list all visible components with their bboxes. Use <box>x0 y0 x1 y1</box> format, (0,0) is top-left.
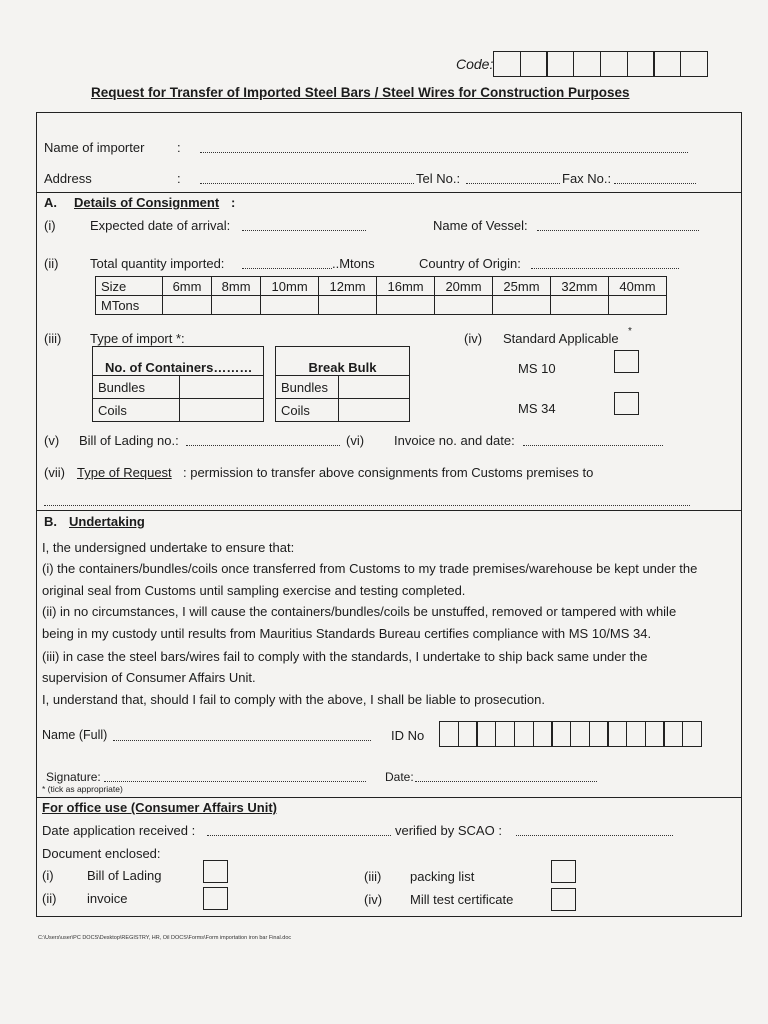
quantity-label: Total quantity imported: <box>90 256 225 271</box>
invoice-label: Invoice no. and date: <box>394 433 515 448</box>
mtons-value-6mm[interactable] <box>163 296 212 315</box>
undertaking-p3b: supervision of Consumer Affairs Unit. <box>42 670 256 685</box>
size-col-20mm: 20mm <box>435 277 493 296</box>
ms10-label: MS 10 <box>518 361 556 376</box>
size-col-32mm: 32mm <box>550 277 608 296</box>
undertaking-p1a: (i) the containers/bundles/coils once transferred from Customs to my trade premises/warehouse be kept under the <box>42 561 698 576</box>
size-col-10mm: 10mm <box>261 277 319 296</box>
fax-field[interactable] <box>614 183 696 184</box>
standard-label: Standard Applicable <box>503 331 619 346</box>
address-label: Address <box>44 171 92 186</box>
doc-packing-list-checkbox[interactable] <box>551 860 576 883</box>
ms10-checkbox[interactable] <box>614 350 639 373</box>
importer-name-label: Name of importer <box>44 140 145 155</box>
address-field[interactable] <box>200 183 414 184</box>
doc-ii-number: (ii) <box>42 891 57 906</box>
id-number-boxes[interactable] <box>439 721 701 747</box>
lading-label: Bill of Lading no.: <box>79 433 179 448</box>
break-bulk-header: Break Bulk <box>276 347 410 376</box>
full-name-field[interactable] <box>113 740 371 741</box>
office-use-title: For office use (Consumer Affairs Unit) <box>42 800 277 815</box>
vessel-label: Name of Vessel: <box>433 218 528 233</box>
received-field[interactable] <box>207 835 391 836</box>
size-col-25mm: 25mm <box>493 277 551 296</box>
colon: : <box>177 140 181 155</box>
containers-bundles-label: Bundles <box>93 376 180 399</box>
containers-coils-label: Coils <box>93 399 180 422</box>
undertaking-intro: I, the undersigned undertake to ensure that: <box>42 540 295 555</box>
break-bulk-bundles-label: Bundles <box>276 376 339 399</box>
item-iv-number: (iv) <box>464 331 483 346</box>
section-b-letter: B. <box>44 514 57 529</box>
containers-coils-field[interactable] <box>180 399 264 422</box>
tel-field[interactable] <box>466 183 560 184</box>
origin-field[interactable] <box>531 268 679 269</box>
mtons-value-10mm[interactable] <box>261 296 319 315</box>
mtons-value-16mm[interactable] <box>377 296 435 315</box>
date-label: Date: <box>385 770 414 784</box>
doc-iv-number: (iv) <box>364 892 383 907</box>
received-label: Date application received : <box>42 823 196 838</box>
section-a-colon: : <box>231 195 236 210</box>
mtons-value-32mm[interactable] <box>550 296 608 315</box>
enclosed-label: Document enclosed: <box>42 846 161 861</box>
break-bulk-table <box>275 346 410 422</box>
date-field[interactable] <box>415 781 597 782</box>
break-bulk-coils-field[interactable] <box>339 399 410 422</box>
mtons-label: ..Mtons <box>332 256 375 271</box>
break-bulk-bundles-field[interactable] <box>339 376 410 399</box>
item-ii-number: (ii) <box>44 256 59 271</box>
ms34-checkbox[interactable] <box>614 392 639 415</box>
full-name-label: Name (Full) <box>42 728 108 742</box>
break-bulk-coils-label: Coils <box>276 399 339 422</box>
request-text: : permission to transfer above consignments from Customs premises to <box>183 465 594 480</box>
fax-label: Fax No.: <box>562 171 612 186</box>
size-table <box>95 276 667 315</box>
verified-label: verified by SCAO : <box>395 823 502 838</box>
lading-field[interactable] <box>186 445 340 446</box>
size-col-8mm: 8mm <box>212 277 261 296</box>
request-destination-field[interactable] <box>44 505 690 506</box>
standard-mark: * <box>628 326 632 337</box>
item-i-number: (i) <box>44 218 56 233</box>
code-boxes[interactable] <box>493 51 707 77</box>
item-vi-number: (vi) <box>346 433 365 448</box>
undertaking-p2b: being in my custody until results from Mauritius Standards Bureau certifies compliance with MS 10/MS 34. <box>42 626 652 641</box>
divider-office <box>36 797 742 798</box>
verified-field[interactable] <box>516 835 673 836</box>
doc-bill-of-lading-label: Bill of Lading <box>87 868 162 883</box>
mtons-value-12mm[interactable] <box>319 296 377 315</box>
request-label: Type of Request <box>77 465 172 480</box>
containers-table <box>92 346 264 422</box>
item-vii-number: (vii) <box>44 465 65 480</box>
doc-mill-test-checkbox[interactable] <box>551 888 576 911</box>
undertaking-p3a: (iii) in case the steel bars/wires fail to comply with the standards, I undertake to ship back same under the <box>42 649 648 664</box>
doc-invoice-label: invoice <box>87 891 128 906</box>
size-row-header: Size <box>96 277 163 296</box>
id-label: ID No <box>391 728 425 743</box>
undertaking-p4: I, understand that, should I fail to comply with the above, I shall be liable to prosecution. <box>42 692 545 707</box>
mtons-row <box>96 296 667 315</box>
size-col-12mm: 12mm <box>319 277 377 296</box>
quantity-field[interactable] <box>242 268 332 269</box>
size-col-16mm: 16mm <box>377 277 435 296</box>
ms34-label: MS 34 <box>518 401 556 416</box>
undertaking-p2a: (ii) in no circumstances, I will cause the containers/bundles/coils be unstuffed, removed or tampered with while <box>42 604 677 619</box>
signature-label: Signature: <box>46 770 101 784</box>
divider-a <box>36 192 742 193</box>
importer-name-field[interactable] <box>200 152 688 153</box>
mtons-value-40mm[interactable] <box>608 296 666 315</box>
mtons-value-20mm[interactable] <box>435 296 493 315</box>
containers-header: No. of Containers……… <box>93 347 264 376</box>
divider-b <box>36 510 742 511</box>
doc-packing-list-label: packing list <box>410 869 475 884</box>
colon: : <box>177 171 181 186</box>
item-iii-number: (iii) <box>44 331 62 346</box>
arrival-field[interactable] <box>242 230 366 231</box>
vessel-field[interactable] <box>537 230 699 231</box>
code-label: Code: <box>456 56 494 72</box>
doc-invoice-checkbox[interactable] <box>203 887 228 910</box>
doc-i-number: (i) <box>42 868 54 883</box>
doc-bill-of-lading-checkbox[interactable] <box>203 860 228 883</box>
size-col-6mm: 6mm <box>163 277 212 296</box>
mtons-value-25mm[interactable] <box>493 296 551 315</box>
arrival-label: Expected date of arrival: <box>90 218 231 233</box>
mtons-row-header: MTons <box>96 296 163 315</box>
size-row <box>96 277 667 296</box>
item-v-number: (v) <box>44 433 60 448</box>
size-col-40mm: 40mm <box>608 277 666 296</box>
section-a-title: Details of Consignment <box>74 195 220 210</box>
import-type-label: Type of import *: <box>90 331 185 346</box>
containers-bundles-field[interactable] <box>180 376 264 399</box>
doc-iii-number: (iii) <box>364 869 382 884</box>
doc-mill-test-label: Mill test certificate <box>410 892 514 907</box>
footer-file-path: C:\Users\user\PC DOCS\Desktop\REGISTRY, HR, Oil DOCS\Forms\Form importation iron bar Final.doc <box>38 935 292 941</box>
undertaking-p1b: original seal from Customs until sampling exercise and testing completed. <box>42 583 466 598</box>
form-title: Request for Transfer of Imported Steel Bars / Steel Wires for Construction Purposes <box>91 85 630 100</box>
section-b-title: Undertaking <box>69 514 145 529</box>
invoice-field[interactable] <box>523 445 663 446</box>
tel-label: Tel No.: <box>416 171 461 186</box>
tick-note: * (tick as appropriate) <box>42 784 123 794</box>
origin-label: Country of Origin: <box>419 256 521 271</box>
mtons-value-8mm[interactable] <box>212 296 261 315</box>
signature-field[interactable] <box>104 781 366 782</box>
section-a-letter: A. <box>44 195 57 210</box>
